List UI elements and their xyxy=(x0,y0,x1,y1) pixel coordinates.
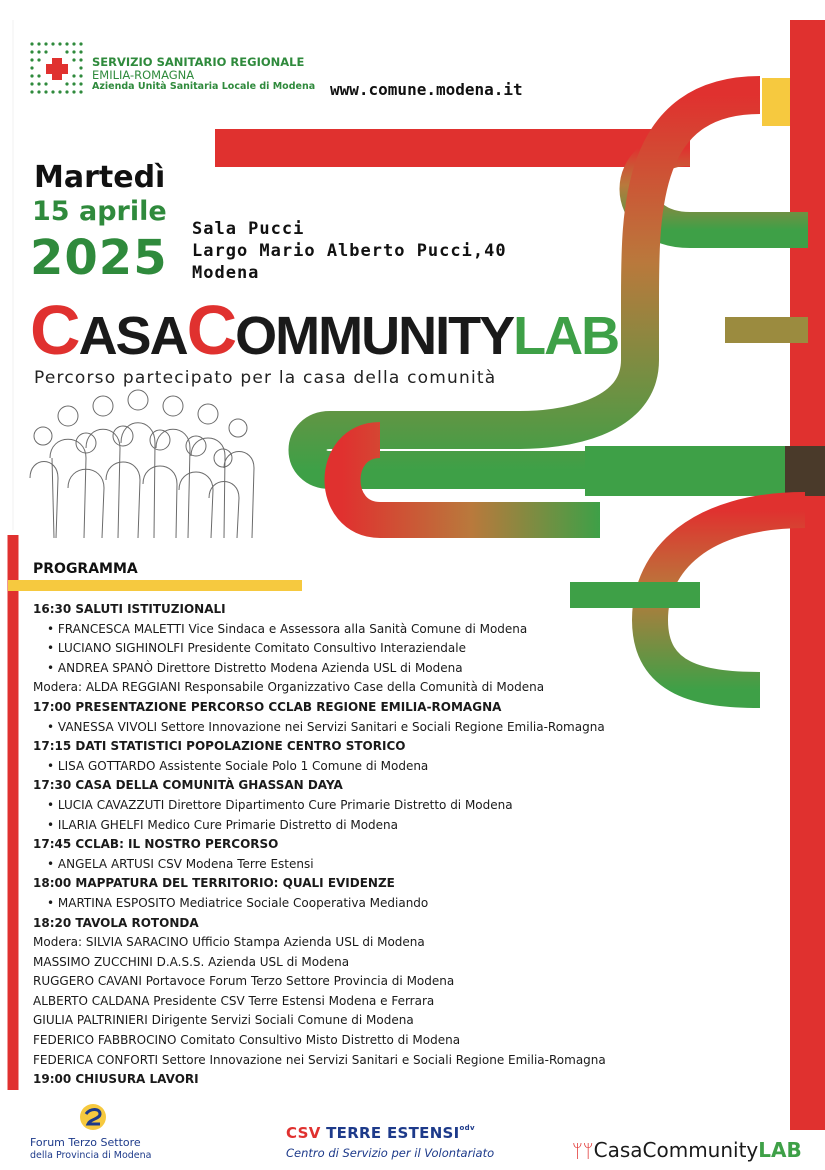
program-list xyxy=(33,600,813,1090)
title-community-rest: OMMUNITY xyxy=(235,306,514,366)
program-row: 18:00 MAPPATURA DEL TERRITORIO: QUALI EVIDENZE xyxy=(33,876,395,891)
program-row: • LUCIANO SIGHINOLFI Presidente Comitato Consultivo Interaziendale xyxy=(47,641,466,656)
program-row: 17:15 DATI STATISTICI POPOLAZIONE CENTRO STORICO xyxy=(33,739,406,754)
event-day: 15 aprile xyxy=(32,196,167,227)
program-row: • MARTINA ESPOSITO Mediatrice Sociale Cooperativa Mediando xyxy=(47,895,429,910)
event-title xyxy=(30,291,619,372)
event-year: 2025 xyxy=(30,230,168,286)
forum-name-line-1: Forum Terzo Settore xyxy=(30,1136,141,1149)
program-row: GIULIA PALTRINIERI Dirigente Servizi Sociali Comune di Modena xyxy=(33,1013,414,1028)
program-row: • LISA GOTTARDO Assistente Sociale Polo 1 Comune di Modena xyxy=(47,758,429,773)
csv-logo-part2: TERRE ESTENSI xyxy=(326,1124,460,1142)
program-row: MASSIMO ZUCCHINI D.A.S.S. Azienda USL di Modena xyxy=(33,954,350,969)
csv-logo xyxy=(286,1124,475,1142)
org-line-2: EMILIA-ROMAGNA xyxy=(92,68,195,83)
program-row: Modera: ALDA REGGIANI Responsabile Organizzativo Case della Comunità di Modena xyxy=(33,680,545,695)
program-row: • LUCIA CAVAZZUTI Direttore Dipartimento Cure Primarie Distretto di Modena xyxy=(47,797,513,812)
program-row: RUGGERO CAVANI Portavoce Forum Terzo Settore Provincia di Modena xyxy=(33,974,455,989)
org-line-1: SERVIZIO SANITARIO REGIONALE xyxy=(92,55,305,69)
regional-health-logo-icon xyxy=(28,40,86,98)
event-weekday: Martedì xyxy=(34,160,166,195)
org-line-3: Azienda Unità Sanitaria Locale di Modena xyxy=(92,81,316,93)
ccl-logo-part2: Community xyxy=(642,1138,759,1162)
forum-name-line-2: della Provincia di Modena xyxy=(30,1150,152,1161)
program-row: • VANESSA VIVOLI Settore Innovazione nei Servizi Sanitari e Sociali Regione Emilia-Romagna xyxy=(47,719,605,734)
event-venue xyxy=(192,218,507,284)
program-row: FEDERICA CONFORTI Settore Innovazione nei Servizi Sanitari e Sociali Regione Emilia-Romagna xyxy=(33,1052,606,1067)
title-community-initial: C xyxy=(186,291,236,369)
program-row: • FRANCESCA MALETTI Vice Sindaca e Assessora alla Sanità Comune di Modena xyxy=(47,621,528,636)
website-url: www.comune.modena.it xyxy=(330,80,523,99)
program-row: • ANGELA ARTUSI CSV Modena Terre Estensi xyxy=(47,856,314,871)
ccl-logo-part3: LAB xyxy=(758,1138,802,1162)
venue-line-2: Largo Mario Alberto Pucci,40 xyxy=(192,241,507,261)
program-row: FEDERICO FABBROCINO Comitato Consultivo Misto Distretto di Modena xyxy=(33,1033,461,1048)
people-group-illustration xyxy=(28,388,258,538)
program-row: 19:00 CHIUSURA LAVORI xyxy=(33,1072,199,1087)
csv-tagline: Centro di Servizio per il Volontariato xyxy=(286,1146,495,1160)
venue-line-3: Modena xyxy=(192,263,260,283)
program-row: ALBERTO CALDANA Presidente CSV Terre Estensi Modena e Ferrara xyxy=(33,993,435,1008)
program-row: 17:00 PRESENTAZIONE PERCORSO CCLAB REGIONE EMILIA-ROMAGNA xyxy=(33,699,502,714)
title-lab: LAB xyxy=(513,306,619,366)
program-row: Modera: SILVIA SARACINO Ufficio Stampa Azienda USL di Modena xyxy=(33,935,425,950)
csv-logo-part1: CSV xyxy=(286,1124,327,1142)
program-heading: PROGRAMMA xyxy=(33,561,138,577)
casacommunitylab-logo xyxy=(572,1138,802,1162)
regional-health-service-name xyxy=(92,56,315,93)
event-subtitle: Percorso partecipato per la casa della comunità xyxy=(34,368,497,388)
program-row: 17:30 CASA DELLA COMUNITÀ GHASSAN DAYA xyxy=(33,778,343,793)
csv-logo-odv: odv xyxy=(459,1124,475,1132)
ccl-logo-part1: Casa xyxy=(593,1138,643,1162)
program-row: 18:20 TAVOLA ROTONDA xyxy=(33,915,199,930)
venue-line-1: Sala Pucci xyxy=(192,219,305,239)
program-row: 16:30 SALUTI ISTITUZIONALI xyxy=(33,602,226,616)
forum-terzo-settore-logo-icon xyxy=(78,1102,108,1132)
program-heading-underline xyxy=(8,580,302,591)
people-icon: ᛘᛘ xyxy=(572,1141,594,1162)
title-casa-rest: ASA xyxy=(78,306,187,366)
program-row: 17:45 CCLAB: IL NOSTRO PERCORSO xyxy=(33,837,279,852)
program-row: • ANDREA SPANÒ Direttore Distretto Modena Azienda USL di Modena xyxy=(47,660,463,675)
title-casa-initial: C xyxy=(30,291,79,369)
program-row: • ILARIA GHELFI Medico Cure Primarie Distretto di Modena xyxy=(47,817,399,832)
